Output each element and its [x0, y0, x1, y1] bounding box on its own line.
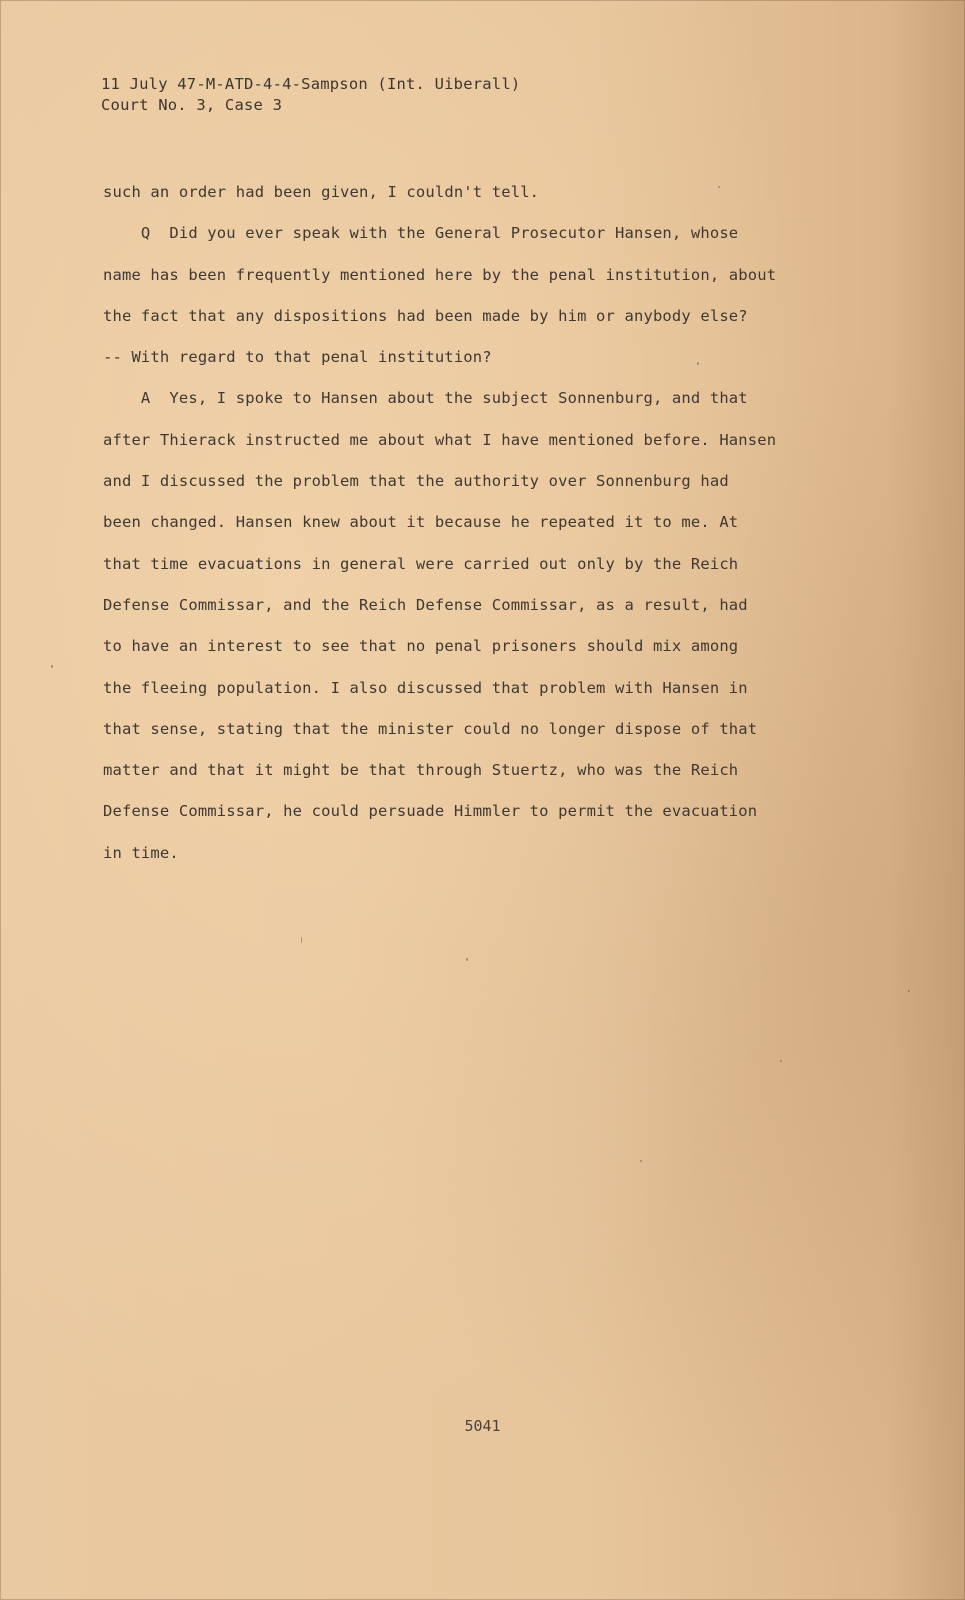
header-line-court-case: Court No. 3, Case 3	[101, 96, 283, 114]
paper-speck	[718, 186, 720, 188]
transcript-line: Q Did you ever speak with the General Prosecutor Hansen, whose	[103, 224, 739, 243]
transcript-body	[103, 172, 863, 874]
transcript-line: that sense, stating that the minister could no longer dispose of that	[103, 719, 758, 738]
paper-speck	[466, 958, 468, 961]
paper-speck	[51, 665, 53, 668]
transcript-line: -- With regard to that penal institution?	[103, 348, 492, 367]
paper-speck	[301, 937, 302, 943]
transcript-line: such an order had been given, I couldn't tell.	[103, 183, 540, 201]
paper-speck	[640, 1160, 642, 1162]
transcript-line: name has been frequently mentioned here by the penal institution, about	[103, 265, 777, 284]
transcript-line: to have an interest to see that no penal prisoners should mix among	[103, 637, 739, 656]
header-line-date-reference: 11 July 47-M-ATD-4-4-Sampson (Int. Uiberall)	[101, 75, 521, 93]
transcript-line: after Thierack instructed me about what I have mentioned before. Hansen	[103, 430, 777, 449]
transcript-line: been changed. Hansen knew about it because he repeated it to me. At	[103, 513, 739, 532]
transcript-line: Defense Commissar, and the Reich Defense Commissar, as a result, had	[103, 595, 748, 614]
paper-speck	[697, 362, 699, 365]
transcript-line: that time evacuations in general were carried out only by the Reich	[103, 554, 739, 573]
document-header	[101, 74, 520, 116]
transcript-line: the fleeing population. I also discussed that problem with Hansen in	[103, 678, 748, 697]
page-number: 5041	[464, 1417, 501, 1435]
transcript-line: matter and that it might be that through Stuertz, who was the Reich	[103, 761, 739, 780]
paper-speck	[780, 1060, 782, 1062]
transcript-line: and I discussed the problem that the authority over Sonnenburg had	[103, 472, 729, 491]
transcript-line: A Yes, I spoke to Hansen about the subject Sonnenburg, and that	[103, 389, 748, 408]
transcript-line: the fact that any dispositions had been made by him or anybody else?	[103, 306, 748, 325]
transcript-line: Defense Commissar, he could persuade Himmler to permit the evacuation	[103, 802, 758, 821]
paper-speck	[908, 990, 910, 992]
transcript-line: in time.	[103, 843, 179, 862]
